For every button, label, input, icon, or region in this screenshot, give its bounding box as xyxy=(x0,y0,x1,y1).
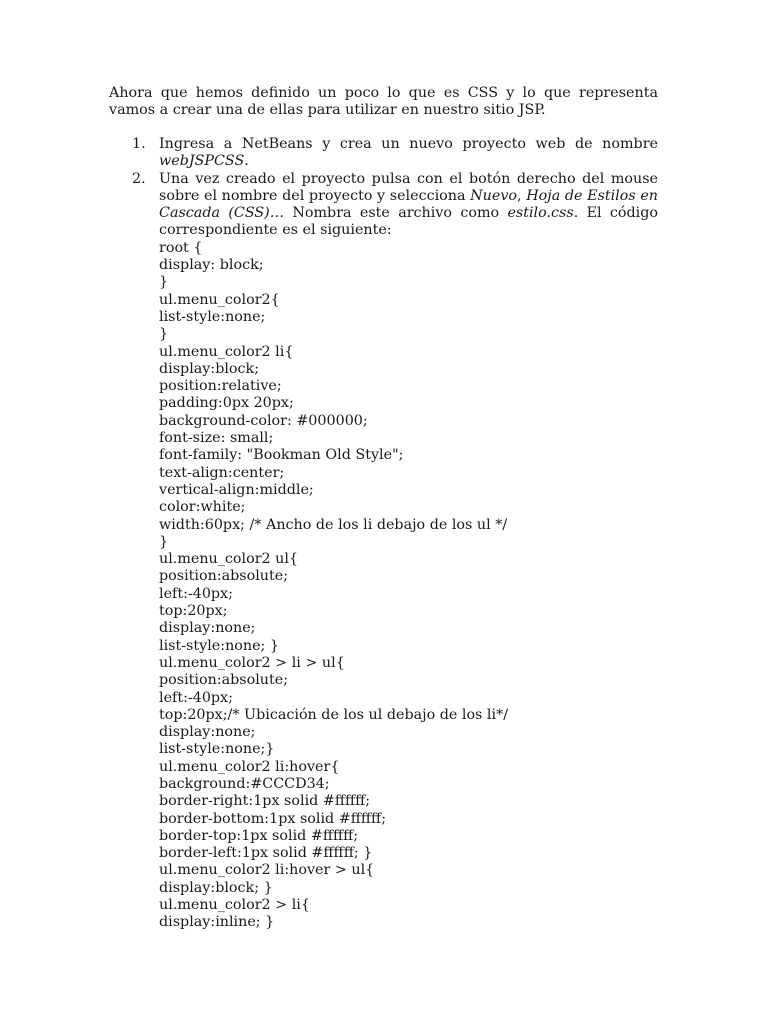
code-line: ul.menu_color2{ xyxy=(159,291,280,308)
code-line: width:60px; /* Ancho de los li debajo de los ul */ xyxy=(159,516,508,533)
code-line: background-color: #000000; xyxy=(159,412,368,429)
steps-list xyxy=(109,136,658,932)
code-line: top:20px; xyxy=(159,603,228,620)
code-line: display:none; xyxy=(159,724,256,741)
step-item-2 xyxy=(109,171,658,932)
step2-text-b: Nombra este archivo como xyxy=(284,205,508,222)
step1-end: . xyxy=(244,153,249,170)
code-line: font-size: small; xyxy=(159,430,274,447)
code-line: ul.menu_color2 > li{ xyxy=(159,897,310,914)
code-line: border-top:1px solid #ffffff; xyxy=(159,827,359,844)
code-line: color:white; xyxy=(159,499,246,516)
code-line: position:relative; xyxy=(159,378,282,395)
css-filename: estilo.css xyxy=(507,205,574,222)
code-line: ul.menu_color2 > li > ul{ xyxy=(159,654,345,671)
menu-css: Hoja de Estilos en Cascada (CSS)… xyxy=(159,187,658,222)
css-code-block xyxy=(159,240,658,932)
code-line: } xyxy=(159,533,169,550)
step2-text-a: Una vez creado el proyecto pulsa con el botón derecho del mouse sobre el nombre del proyecto y selecciona xyxy=(159,170,658,204)
code-line: display: block; xyxy=(159,257,264,274)
code-line: vertical-align:middle; xyxy=(159,481,314,498)
code-line: ul.menu_color2 li{ xyxy=(159,343,294,360)
step-number-1: 1. xyxy=(132,136,146,152)
intro-paragraph: Ahora que hemos definido un poco lo que es CSS y lo que representa vamos a crear una de ellas para utilizar en nuestro sitio JSP. xyxy=(109,85,658,119)
code-line: background:#CCCD34; xyxy=(159,775,330,792)
code-line: position:absolute; xyxy=(159,672,289,689)
project-name: webJSPCSS xyxy=(159,153,245,170)
code-line: list-style:none; } xyxy=(159,637,280,654)
code-line: left:-40px; xyxy=(159,689,233,706)
code-line: display:none; xyxy=(159,620,256,637)
code-line: display:block; xyxy=(159,360,260,377)
code-line: left:-40px; xyxy=(159,585,233,602)
code-line: border-right:1px solid #ffffff; xyxy=(159,793,371,810)
code-line: display:inline; } xyxy=(159,914,275,931)
code-line: border-bottom:1px solid #ffffff; xyxy=(159,810,387,827)
code-line: list-style:none; xyxy=(159,308,266,325)
step1-text: Ingresa a NetBeans y crea un nuevo proyecto web de nombre xyxy=(159,136,658,152)
step-number-2: 2. xyxy=(132,170,146,187)
menu-new: Nuevo xyxy=(470,187,518,204)
step-text-2 xyxy=(159,171,658,240)
step-item-1 xyxy=(109,136,658,171)
code-line: ul.menu_color2 ul{ xyxy=(159,551,299,568)
code-line: position:absolute; xyxy=(159,568,289,585)
code-line: top:20px;/* Ubicación de los ul debajo de los li*/ xyxy=(159,706,509,723)
code-line: ul.menu_color2 li:hover{ xyxy=(159,758,340,775)
step-text-1 xyxy=(159,136,658,171)
step2-text-c: . El código correspondiente es el siguiente: xyxy=(159,205,658,239)
code-line: list-style:none;} xyxy=(159,741,275,758)
code-line: font-family: "Bookman Old Style"; xyxy=(159,447,404,464)
code-line: } xyxy=(159,274,169,291)
code-line: } xyxy=(159,326,169,343)
step2-comma: , xyxy=(517,187,527,204)
code-line: ul.menu_color2 li:hover > ul{ xyxy=(159,862,375,879)
code-line: root { xyxy=(159,239,203,256)
code-line: display:block; } xyxy=(159,879,273,896)
code-line: border-left:1px solid #ffffff; } xyxy=(159,845,373,862)
code-line: padding:0px 20px; xyxy=(159,395,294,412)
code-line: text-align:center; xyxy=(159,464,285,481)
